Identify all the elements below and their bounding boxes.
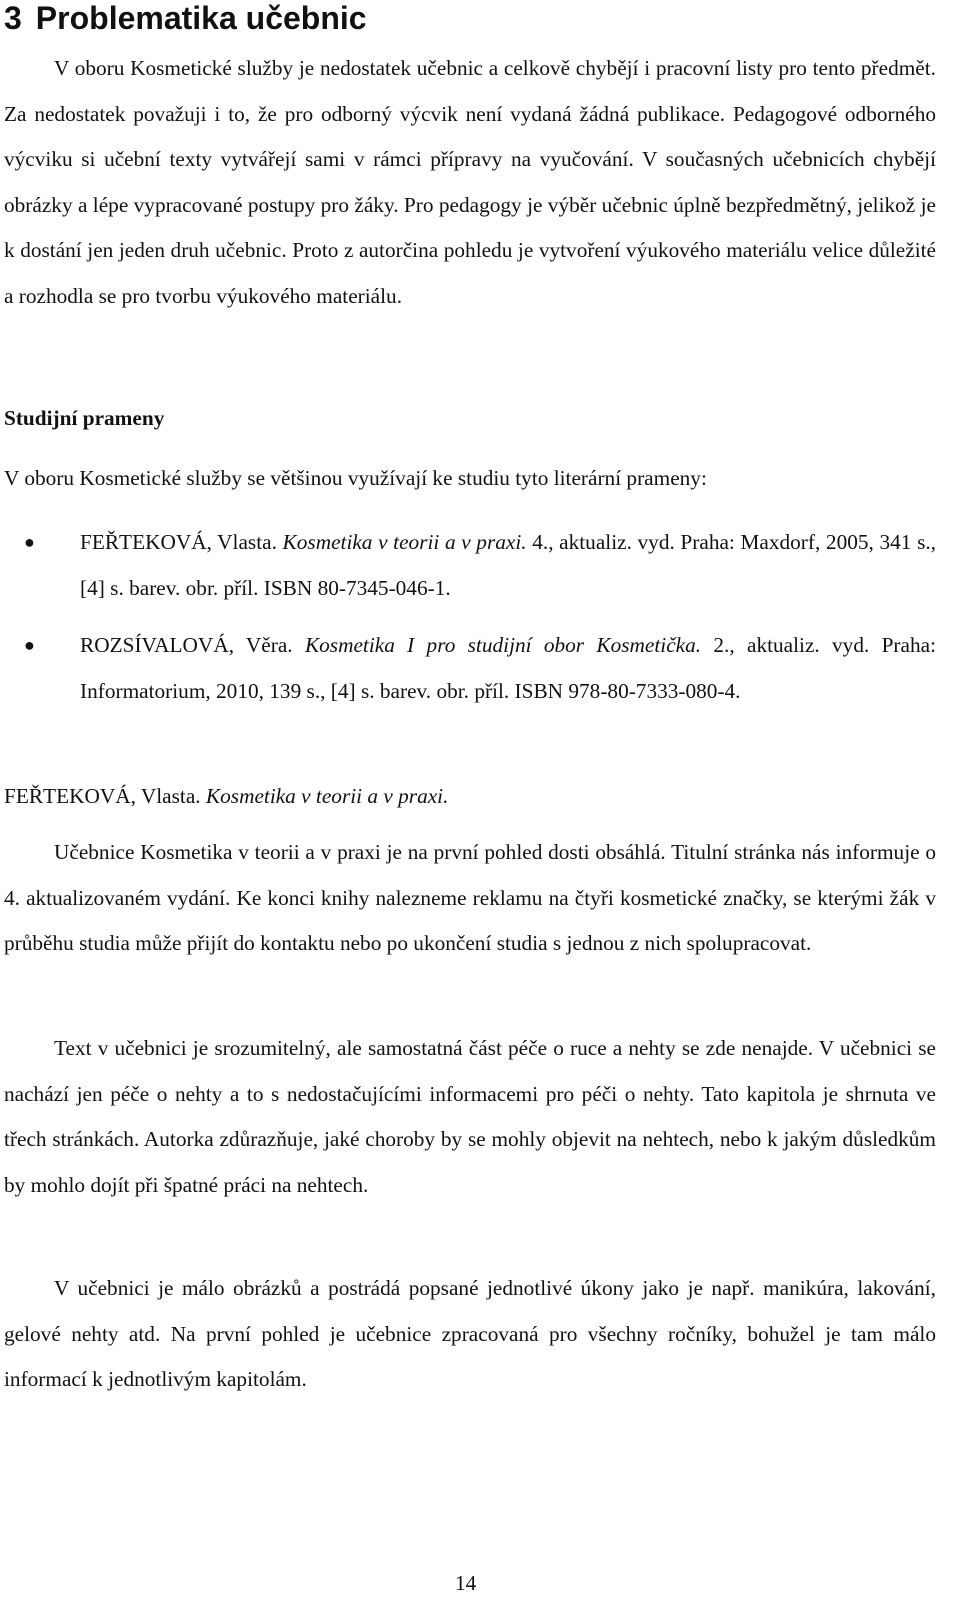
book-author: FEŘTEKOVÁ, Vlasta.	[4, 784, 201, 808]
reference-title: Kosmetika v teorii a v praxi.	[282, 530, 527, 554]
reference-author: FEŘTEKOVÁ, Vlasta.	[80, 530, 277, 554]
paragraph-text-assessment: Text v učebnici je srozumitelný, ale samostatná část péče o ruce a nehty se zde nenajde. V učebnici se nachází jen péče o nehty a to s nedostačujícími informacemi pro péči o nehty. Tato kapitola je shrnuta ve třech stránkách. Autorka zdůrazňuje, jaké choroby by se mohly objevit na nehtech, nebo k jakým důsledkům by mohlo dojít při špatné práci na nehtech.	[4, 1036, 936, 1197]
reference-item	[0, 520, 936, 611]
subheading-study-sources: Studijní prameny	[4, 406, 165, 430]
reference-details: 2., aktualiz. vyd. Praha: Informatorium, 2010, 139 s., [4] s. barev. obr. příl. ISBN 978-80-7333-080-4.	[80, 633, 936, 703]
reference-item	[0, 623, 936, 714]
reference-details: 4., aktualiz. vyd. Praha: Maxdorf, 2005, 341 s., [4] s. barev. obr. příl. ISBN 80-7345-046-1.	[80, 530, 937, 600]
paragraph-book-overview: Učebnice Kosmetika v teorii a v praxi je na první pohled dosti obsáhlá. Titulní stránka nás informuje o 4. aktualizovaném vydání. Ke konci knihy nalezneme reklamu na čtyři kosmetické značky, se kterými žák v průběhu studia může přijít do kontaktu nebo po ukončení studia s jednou z nich spolupracovat.	[4, 840, 936, 956]
bullet-icon: ●	[24, 532, 35, 552]
section-heading	[4, 0, 367, 36]
book-title: Kosmetika v teorii a v praxi.	[205, 784, 449, 808]
reference-list	[0, 520, 936, 714]
section-number: 3	[4, 0, 22, 36]
reference-title: Kosmetika I pro studijní obor Kosmetička.	[304, 633, 702, 658]
paragraph-images-assessment: V učebnici je málo obrázků a postrádá popsané jednotlivé úkony jako je např. manikúra, lakování, gelové nehty atd. Na první pohled je učebnice zpracovaná pro všechny ročníky, bohužel je tam málo informací k jednotlivým kapitolám.	[4, 1276, 936, 1392]
sources-intro: V oboru Kosmetické služby se většinou využívají ke studiu tyto literární prameny:	[4, 466, 707, 490]
reference-author: ROZSÍVALOVÁ, Věra.	[80, 633, 293, 658]
page-number: 14	[455, 1571, 477, 1595]
book-reference	[4, 778, 448, 814]
intro-paragraph: V oboru Kosmetické služby je nedostatek učebnic a celkově chybějí i pracovní listy pro tento předmět. Za nedostatek považuji i to, že pro odborný výcvik není vydaná žádná publikace. Pedagogové odborného výcviku si učební texty vytvářejí sami v rámci přípravy na vyučování. V současných učebnicích chybějí obrázky a lépe vypracované postupy pro žáky. Pro pedagogy je výběr učebnic úplně bezpředmětný, jelikož je k dostání jen jeden druh učebnic. Proto z autorčina pohledu je vytvoření výukového materiálu velice důležité a rozhodla se pro tvorbu výukového materiálu.	[4, 56, 936, 308]
bullet-icon: ●	[24, 635, 35, 656]
section-title: Problematika učebnic	[35, 0, 367, 36]
